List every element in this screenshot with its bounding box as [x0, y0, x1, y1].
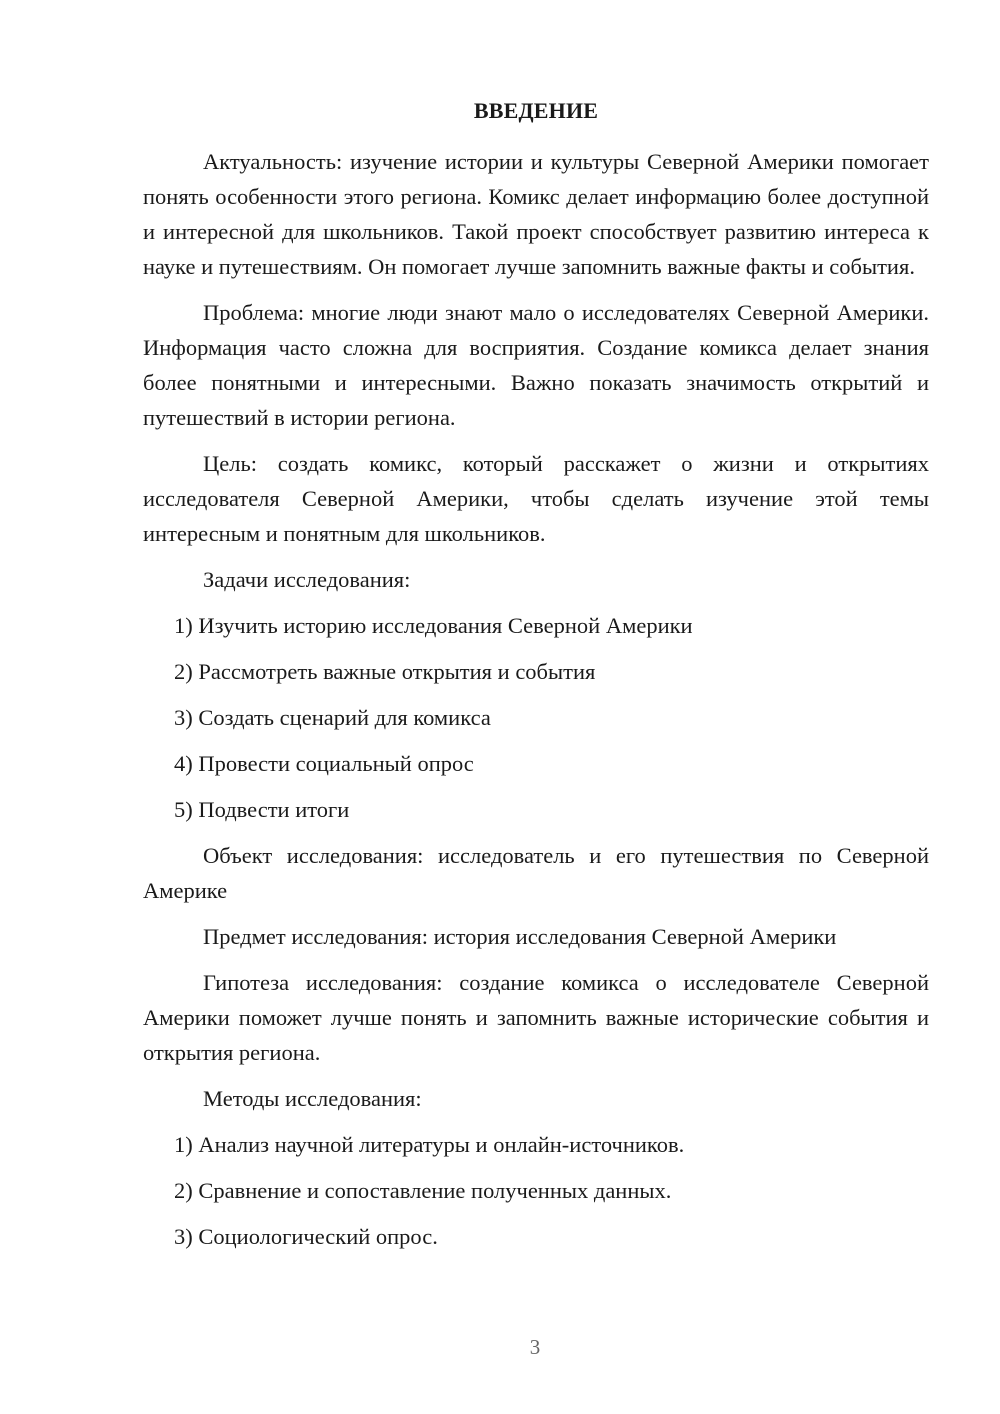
section-title: ВВЕДЕНИЕ — [473, 98, 599, 123]
paragraph-problem: Проблема: многие люди знают мало о исследователях Северной Америки. Информация часто сложна для восприятия. Создание комикса делает знания более понятными и интересными. Важно показать значимость открытий и путешествий в истории региона. — [143, 300, 929, 430]
document-page — [143, 96, 929, 1265]
paragraph-subject: Предмет исследования: история исследования Северной Америки — [203, 924, 837, 949]
list-item: 5) Подвести итоги — [174, 797, 350, 822]
list-item: 3) Социологический опрос. — [174, 1224, 438, 1249]
list-item: 1) Изучить историю исследования Северной Америки — [174, 613, 693, 638]
list-item: 4) Провести социальный опрос — [174, 751, 474, 776]
tasks-list — [143, 608, 929, 827]
page-number: 3 — [529, 1335, 541, 1359]
methods-list — [143, 1127, 929, 1254]
paragraph-object: Объект исследования: исследователь и его путешествия по Северной Америке — [143, 843, 929, 903]
methods-heading: Методы исследования: — [203, 1086, 422, 1111]
paragraph-goal: Цель: создать комикс, который расскажет о жизни и открытиях исследователя Северной Америки, чтобы сделать изучение этой темы интересным и понятным для школьников. — [143, 451, 929, 546]
list-item: 3) Создать сценарий для комикса — [174, 705, 491, 730]
list-item: 1) Анализ научной литературы и онлайн-источников. — [174, 1132, 685, 1157]
list-item: 2) Сравнение и сопоставление полученных данных. — [174, 1178, 672, 1203]
tasks-heading: Задачи исследования: — [203, 567, 411, 592]
paragraph-hypothesis: Гипотеза исследования: создание комикса о исследователе Северной Америки поможет лучше понять и запомнить важные исторические события и открытия региона. — [143, 970, 929, 1065]
list-item: 2) Рассмотреть важные открытия и события — [174, 659, 596, 684]
paragraph-relevance: Актуальность: изучение истории и культуры Северной Америки помогает понять особенности этого региона. Комикс делает информацию более доступной и интересной для школьников. Такой проект способствует развитию интереса к науке и путешествиям. Он помогает лучше запомнить важные факты и события. — [143, 149, 929, 279]
